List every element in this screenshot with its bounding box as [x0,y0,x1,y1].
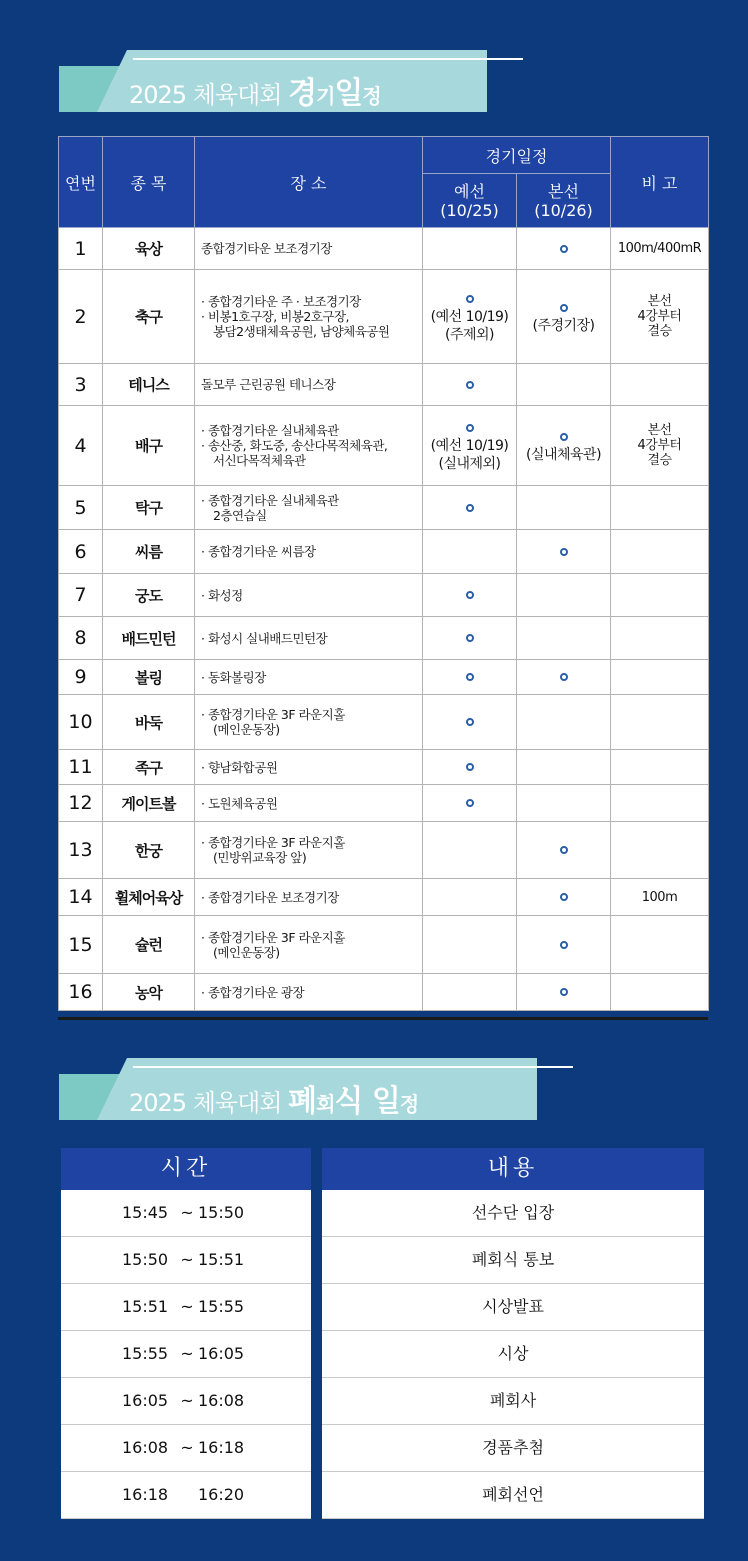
content-row: 선수단 입장 [322,1190,704,1237]
row-venue [195,660,423,695]
row-venue [195,574,423,617]
circle-mark-icon [423,629,516,647]
prelim-detail: (예선 10/19) [430,437,509,454]
time-row [61,1472,311,1519]
row-number: 3 [59,364,103,406]
row-final [517,486,611,530]
header-prelim: 예선 (10/25) [423,174,517,228]
row-final [517,879,611,916]
content-header: 내용 [322,1148,704,1190]
time-sep: ~ [180,1344,194,1363]
row-note [611,974,709,1011]
row-prelim [423,750,517,785]
note-line: 4강부터 [637,438,682,453]
row-prelim [423,916,517,974]
row-final [517,750,611,785]
venue-line: · 향남화합공원 [201,759,278,775]
circle-mark-icon [423,586,516,604]
time-end: 16:05 [198,1344,245,1363]
table-row [59,695,709,750]
time-row [61,1237,311,1284]
row-prelim [423,486,517,530]
circle-icon [466,295,474,303]
content-row: 폐회사 [322,1378,704,1425]
circle-mark-icon [517,299,610,317]
venue-line: · 종합경기타운 3F 라운지홀 [201,929,345,945]
time-end: 15:55 [198,1297,245,1316]
row-venue [195,785,423,822]
banner-rule [133,1066,573,1068]
note-line: 100m [641,889,678,905]
row-sport: 슐런 [103,916,195,974]
circle-icon [560,893,568,901]
row-prelim [423,974,517,1011]
row-venue [195,486,423,530]
row-sport: 족구 [103,750,195,785]
circle-icon [466,591,474,599]
circle-icon [466,718,474,726]
row-sport: 볼링 [103,660,195,695]
row-final [517,822,611,879]
time-end: 15:50 [198,1203,245,1222]
row-venue [195,617,423,660]
row-number: 11 [59,750,103,785]
circle-mark-icon [423,713,516,731]
venue-line: · 종합경기타운 실내체육관 [201,423,339,438]
row-venue [195,364,423,406]
row-venue [195,750,423,785]
row-number: 1 [59,228,103,270]
time-row [61,1331,311,1378]
table-row [59,822,709,879]
row-sport: 축구 [103,270,195,364]
time-start: 16:05 [122,1391,169,1410]
venue-line: · 종합경기타운 광장 [201,984,305,1000]
row-note [611,916,709,974]
circle-mark-icon [517,668,610,686]
row-venue [195,974,423,1011]
ceremony-content-column [322,1148,704,1519]
venue-line: (메인운동장) [213,722,280,737]
venue-line: (메인운동장) [213,944,280,960]
row-venue [195,916,423,974]
row-prelim [423,660,517,695]
row-note [611,822,709,879]
table-row [59,879,709,916]
row-prelim [423,822,517,879]
row-sport: 농악 [103,974,195,1011]
table-row [59,486,709,530]
time-start: 15:51 [122,1297,169,1316]
time-end: 16:18 [198,1438,245,1457]
header-final: 본선 (10/26) [517,174,611,228]
circle-icon [466,634,474,642]
time-start: 15:55 [122,1344,169,1363]
header-note: 비 고 [611,137,709,228]
row-venue [195,695,423,750]
row-final [517,916,611,974]
row-sport: 탁구 [103,486,195,530]
circle-mark-icon [517,888,610,906]
time-start: 16:18 [122,1485,169,1504]
time-sep: ~ [180,1391,194,1410]
circle-icon [560,245,568,253]
row-sport: 씨름 [103,530,195,574]
circle-mark-icon [517,428,610,446]
row-final [517,270,611,364]
row-note [611,574,709,617]
row-final [517,974,611,1011]
row-final [517,406,611,486]
row-note [611,617,709,660]
row-sport: 육상 [103,228,195,270]
venue-line: 2층연습실 [213,507,267,523]
table-row [59,406,709,486]
row-final [517,695,611,750]
row-final [517,785,611,822]
note-line: 본선 [647,294,672,309]
row-note [611,530,709,574]
row-venue [195,822,423,879]
time-sep: ~ [180,1438,194,1457]
table-bottom-rule [58,1017,708,1020]
venue-line: · 종합경기타운 실내체육관 [201,492,339,508]
row-prelim [423,228,517,270]
circle-icon [466,381,474,389]
row-final [517,364,611,406]
venue-line: 종합경기타운 보조경기장 [201,241,332,256]
circle-icon [466,504,474,512]
venue-line: · 종합경기타운 씨름장 [201,544,316,559]
table-row [59,530,709,574]
row-prelim [423,695,517,750]
row-note [611,660,709,695]
circle-mark-icon [517,936,610,954]
row-prelim [423,530,517,574]
row-venue [195,270,423,364]
note-line: 결승 [647,453,672,468]
row-number: 4 [59,406,103,486]
ceremony-banner [59,1058,537,1120]
row-sport: 휠체어육상 [103,879,195,916]
circle-mark-icon [517,841,610,859]
note-line: 100m/400mR [617,241,702,256]
row-prelim [423,406,517,486]
row-sport: 궁도 [103,574,195,617]
row-venue [195,406,423,486]
row-prelim [423,785,517,822]
content-row: 시상 [322,1331,704,1378]
header-no: 연번 [59,137,103,228]
row-number: 6 [59,530,103,574]
row-note [611,486,709,530]
row-number: 15 [59,916,103,974]
row-note [611,695,709,750]
circle-icon [466,424,474,432]
time-end: 15:51 [198,1250,245,1269]
circle-mark-icon [423,376,516,394]
circle-icon [466,673,474,681]
content-row: 폐회선언 [322,1472,704,1519]
time-sep: ~ [180,1297,194,1316]
content-row: 폐회식 통보 [322,1237,704,1284]
final-detail: (주경기장) [532,317,595,334]
table-row [59,785,709,822]
row-note [611,270,709,364]
row-prelim [423,364,517,406]
ceremony-title: 2025 체육대회 폐회식 일정 [129,1084,419,1119]
time-row [61,1425,311,1472]
circle-icon [560,941,568,949]
circle-icon [466,763,474,771]
header-venue: 장 소 [195,137,423,228]
row-number: 10 [59,695,103,750]
venue-line: · 송산중, 화도중, 송산다목적체육관, [201,438,388,453]
row-number: 5 [59,486,103,530]
note-line: 4강부터 [637,309,682,324]
ceremony-time-column [61,1148,311,1519]
circle-mark-icon [517,240,610,258]
venue-line: · 동화볼링장 [201,669,266,685]
row-prelim [423,270,517,364]
row-venue [195,530,423,574]
note-line: 결승 [647,324,672,339]
schedule-banner [59,50,487,112]
time-start: 15:45 [122,1203,169,1222]
row-note [611,750,709,785]
table-row [59,974,709,1011]
venue-line: · 도원체육공원 [201,795,278,811]
row-sport: 게이트볼 [103,785,195,822]
prelim-detail: (예선 10/19) [430,308,509,325]
venue-line: · 비봉1호구장, 비봉2호구장, [201,309,350,324]
row-final [517,574,611,617]
time-start: 16:08 [122,1438,169,1457]
circle-mark-icon [423,758,516,776]
row-note [611,406,709,486]
circle-icon [466,799,474,807]
table-row [59,228,709,270]
row-final [517,660,611,695]
time-end: 16:08 [198,1391,245,1410]
circle-mark-icon [517,983,610,1001]
circle-mark-icon [423,419,516,437]
circle-mark-icon [423,668,516,686]
circle-icon [560,988,568,996]
banner-rule [133,58,523,60]
time-sep: ~ [180,1250,194,1269]
final-detail: (실내체육관) [525,446,602,463]
row-final [517,228,611,270]
venue-line: · 종합경기타운 3F 라운지홀 [201,835,345,850]
table-row [59,750,709,785]
row-note [611,364,709,406]
circle-mark-icon [517,543,610,561]
row-number: 7 [59,574,103,617]
row-sport: 바둑 [103,695,195,750]
prelim-detail: (실내제외) [438,455,501,472]
time-start: 15:50 [122,1250,169,1269]
content-row: 시상발표 [322,1284,704,1331]
table-row [59,270,709,364]
row-venue [195,228,423,270]
circle-mark-icon [423,794,516,812]
circle-icon [560,673,568,681]
venue-line: · 화성정 [201,587,243,603]
header-schedule: 경기일정 [423,137,611,174]
row-sport: 배구 [103,406,195,486]
header-sport: 종 목 [103,137,195,228]
circle-mark-icon [423,499,516,517]
schedule-table [58,136,709,1011]
row-venue [195,879,423,916]
time-header: 시간 [61,1148,311,1190]
row-number: 13 [59,822,103,879]
row-prelim [423,574,517,617]
row-note [611,785,709,822]
circle-icon [560,433,568,441]
venue-line: 돌모루 근린공원 테니스장 [201,377,336,392]
row-number: 9 [59,660,103,695]
venue-line: · 종합경기타운 3F 라운지홀 [201,707,345,722]
row-final [517,530,611,574]
time-row [61,1284,311,1331]
circle-icon [560,304,568,312]
table-row [59,617,709,660]
circle-icon [560,846,568,854]
content-row: 경품추첨 [322,1425,704,1472]
row-number: 16 [59,974,103,1011]
venue-line: · 종합경기타운 보조경기장 [201,889,339,905]
row-number: 12 [59,785,103,822]
prelim-detail: (주제외) [445,326,494,343]
time-sep: ~ [180,1203,194,1222]
row-number: 2 [59,270,103,364]
venue-line: · 종합경기타운 주 · 보조경기장 [201,294,361,309]
row-sport: 배드민턴 [103,617,195,660]
row-prelim [423,879,517,916]
venue-line: (민방위교육장 앞) [213,850,307,865]
time-end: 16:20 [198,1485,245,1504]
venue-line: 봉담2생태체육공원, 남양체육공원 [213,324,390,339]
row-final [517,617,611,660]
table-row [59,364,709,406]
time-row [61,1378,311,1425]
row-number: 14 [59,879,103,916]
circle-mark-icon [423,290,516,308]
row-note [611,879,709,916]
venue-line: 서신다목적체육관 [213,453,306,468]
row-sport: 테니스 [103,364,195,406]
schedule-title: 2025 체육대회 경기일정 [129,76,381,111]
table-row [59,574,709,617]
note-line: 본선 [647,423,672,438]
table-row [59,660,709,695]
table-row [59,916,709,974]
row-prelim [423,617,517,660]
time-row [61,1190,311,1237]
row-note [611,228,709,270]
circle-icon [560,548,568,556]
row-number: 8 [59,617,103,660]
row-sport: 한궁 [103,822,195,879]
venue-line: · 화성시 실내배드민턴장 [201,630,328,646]
